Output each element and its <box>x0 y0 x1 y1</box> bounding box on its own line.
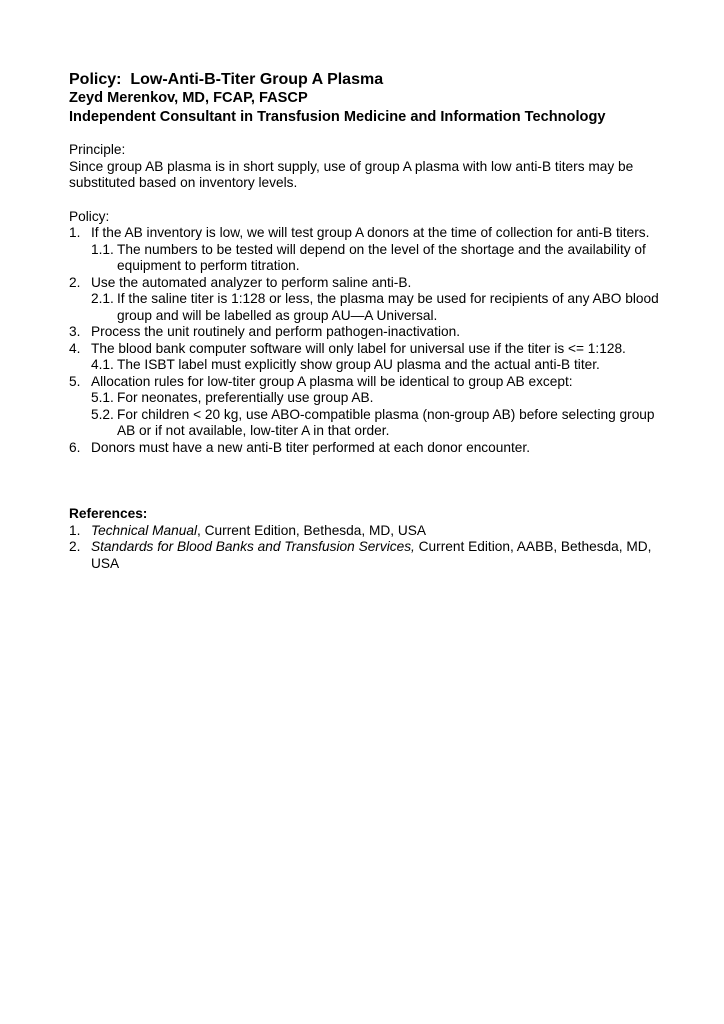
list-text: Process the unit routinely and perform pathogen-inactivation. <box>91 324 461 339</box>
list-text: If the saline titer is 1:128 or less, the plasma may be used for recipients of any ABO blood group and will be labelled as group AU—A Universal. <box>117 291 659 323</box>
list-number: 5. <box>69 373 81 389</box>
affiliation-line: Independent Consultant in Transfusion Medicine and Information Technology <box>69 109 606 125</box>
list-number: 2.1. <box>91 291 114 306</box>
list-number: 1. <box>69 522 81 538</box>
list-number: 4. <box>69 340 81 356</box>
list-text: For children < 20 kg, use ABO-compatible plasma (non-group AB) before selecting group AB or if not available, low-titer A in that order. <box>117 406 655 438</box>
list-text: If the AB inventory is low, we will test group A donors at the time of collection for anti-B titers. <box>91 225 650 240</box>
policy-item <box>69 324 669 341</box>
reference-item <box>69 523 669 540</box>
policy-heading: Policy: <box>69 208 110 224</box>
list-number: 5.1. <box>91 390 114 405</box>
principle-heading: Principle: <box>69 142 126 157</box>
references-list <box>69 523 669 573</box>
policy-item <box>69 225 669 242</box>
list-number: 1.1. <box>91 241 114 257</box>
policy-list <box>69 225 669 456</box>
list-text: Donors must have a new anti-B titer performed at each donor encounter. <box>91 439 531 455</box>
document-content <box>69 70 669 572</box>
reference-title: Technical Manual <box>91 522 198 538</box>
policy-item <box>69 374 669 391</box>
list-number: 6. <box>69 439 81 455</box>
author-line: Zeyd Merenkov, MD, FCAP, FASCP <box>69 90 308 106</box>
list-text: The blood bank computer software will only label for universal use if the titer is <= 1:128. <box>91 340 626 356</box>
list-number: 1. <box>69 225 81 240</box>
policy-item <box>69 440 669 457</box>
reference-details: , Current Edition, Bethesda, MD, USA <box>197 522 427 538</box>
policy-subitem <box>91 390 669 407</box>
list-text: The ISBT label must explicitly show group AU plasma and the actual anti-B titer. <box>117 357 600 372</box>
references-heading: References: <box>69 506 148 521</box>
list-text: Use the automated analyzer to perform saline anti-B. <box>91 274 412 290</box>
list-number: 2. <box>69 274 81 290</box>
reference-item <box>69 539 669 572</box>
list-number: 4.1. <box>91 357 114 372</box>
reference-text <box>91 523 669 540</box>
reference-text <box>91 539 669 572</box>
list-text: For neonates, preferentially use group AB. <box>117 390 374 405</box>
reference-details: Current Edition, AABB, Bethesda, MD, USA <box>91 539 652 571</box>
policy-subitem <box>91 291 669 324</box>
policy-subitem <box>91 357 669 374</box>
list-number: 3. <box>69 324 81 339</box>
reference-title: Standards for Blood Banks and Transfusion Services, <box>91 539 415 554</box>
list-number: 5.2. <box>91 406 114 422</box>
principle-text: Since group AB plasma is in short supply, use of group A plasma with low anti-B titers may be substituted based on inventory levels. <box>69 158 634 190</box>
list-text: Allocation rules for low-titer group A plasma will be identical to group AB except: <box>91 373 573 389</box>
policy-title: Policy: Low-Anti-B-Titer Group A Plasma <box>69 71 384 88</box>
list-number: 2. <box>69 539 81 554</box>
policy-subitem <box>91 242 669 275</box>
policy-item <box>69 341 669 358</box>
policy-item <box>69 275 669 292</box>
policy-subitem <box>91 407 669 440</box>
list-text: The numbers to be tested will depend on the level of the shortage and the availability of equipment to perform titration. <box>117 241 646 273</box>
